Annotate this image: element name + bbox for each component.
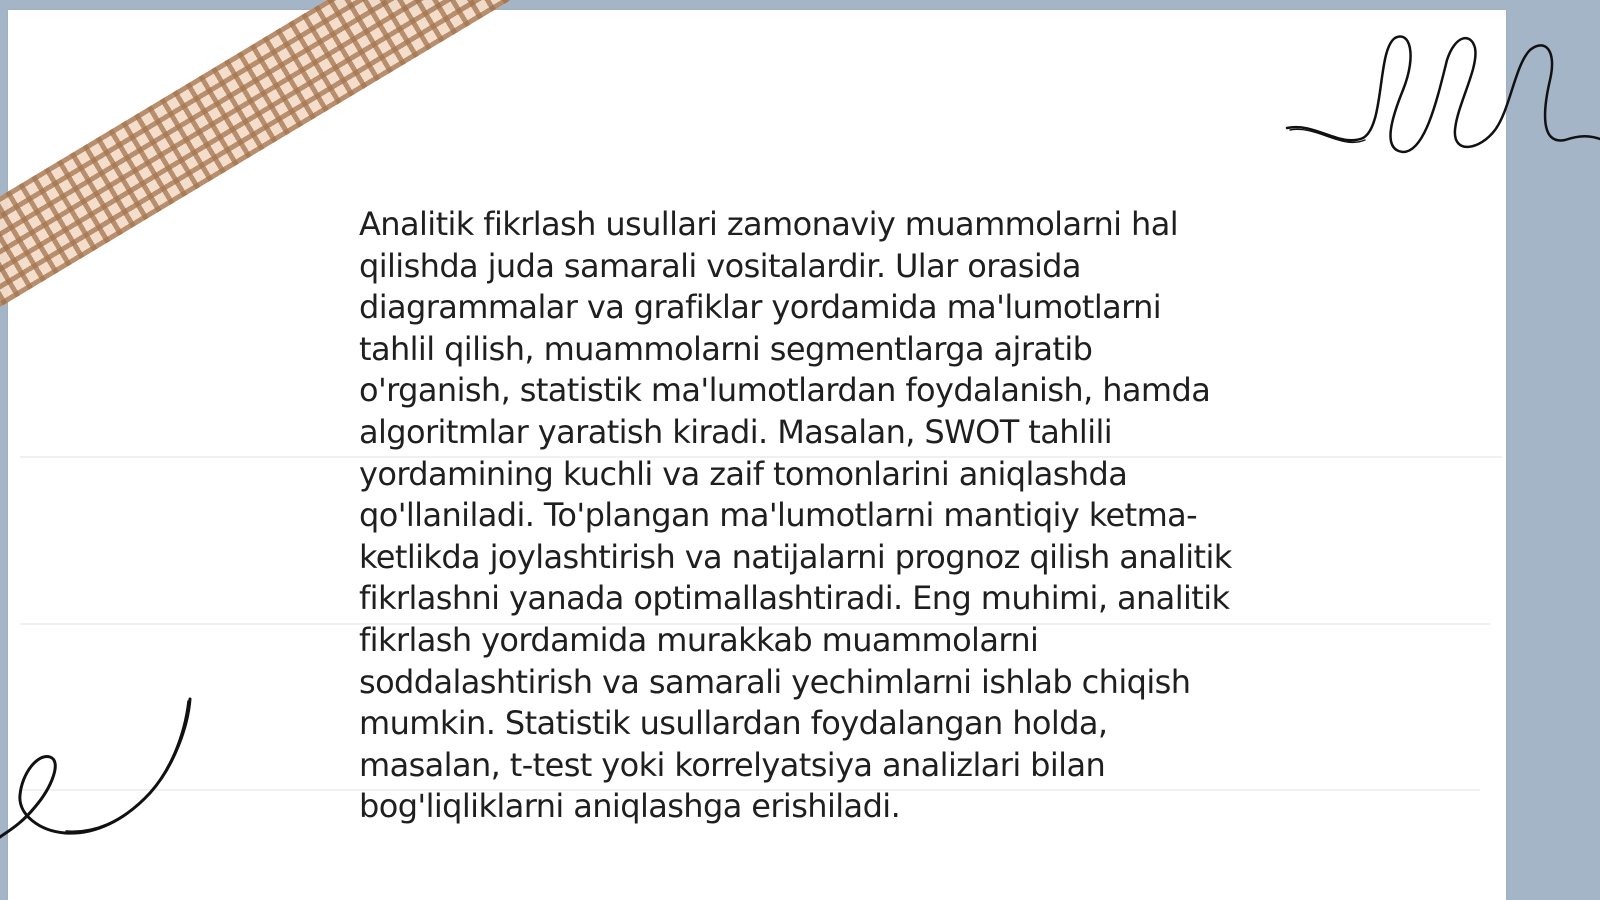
curl-stroke-doodle xyxy=(0,695,200,855)
loop-squiggle-doodle xyxy=(1285,30,1600,165)
body-paragraph: Analitik fikrlash usullari zamonaviy muammolarni hal qilishda juda samarali vositalardir. Ular orasida diagrammalar va grafiklar yordamida ma'lumotlarni tahlil qilish, muammolarni segmentlarga ajratib o'rganish, statistik ma'lumotlardan foydalanish, hamda algoritmlar yaratish kiradi. Masalan, SWOT tahlili yordamining kuchli va zaif tomonlarini aniqlashda qo'llaniladi. To'plangan ma'lumotlarni mantiqiy ketma-ketlikda joylashtirish va natijalarni prognoz qilish analitik fikrlashni yanada optimallashtiradi. Eng muhimi, analitik fikrlash yordamida murakkab muammolarni soddalashtirish va samarali yechimlarni ishlab chiqish mumkin. Statistik usullardan foydalangan holda, masalan, t-test yoki korrelyatsiya analizlari bilan bog'liqliklarni aniqlashga erishiladi. xyxy=(359,205,1232,826)
